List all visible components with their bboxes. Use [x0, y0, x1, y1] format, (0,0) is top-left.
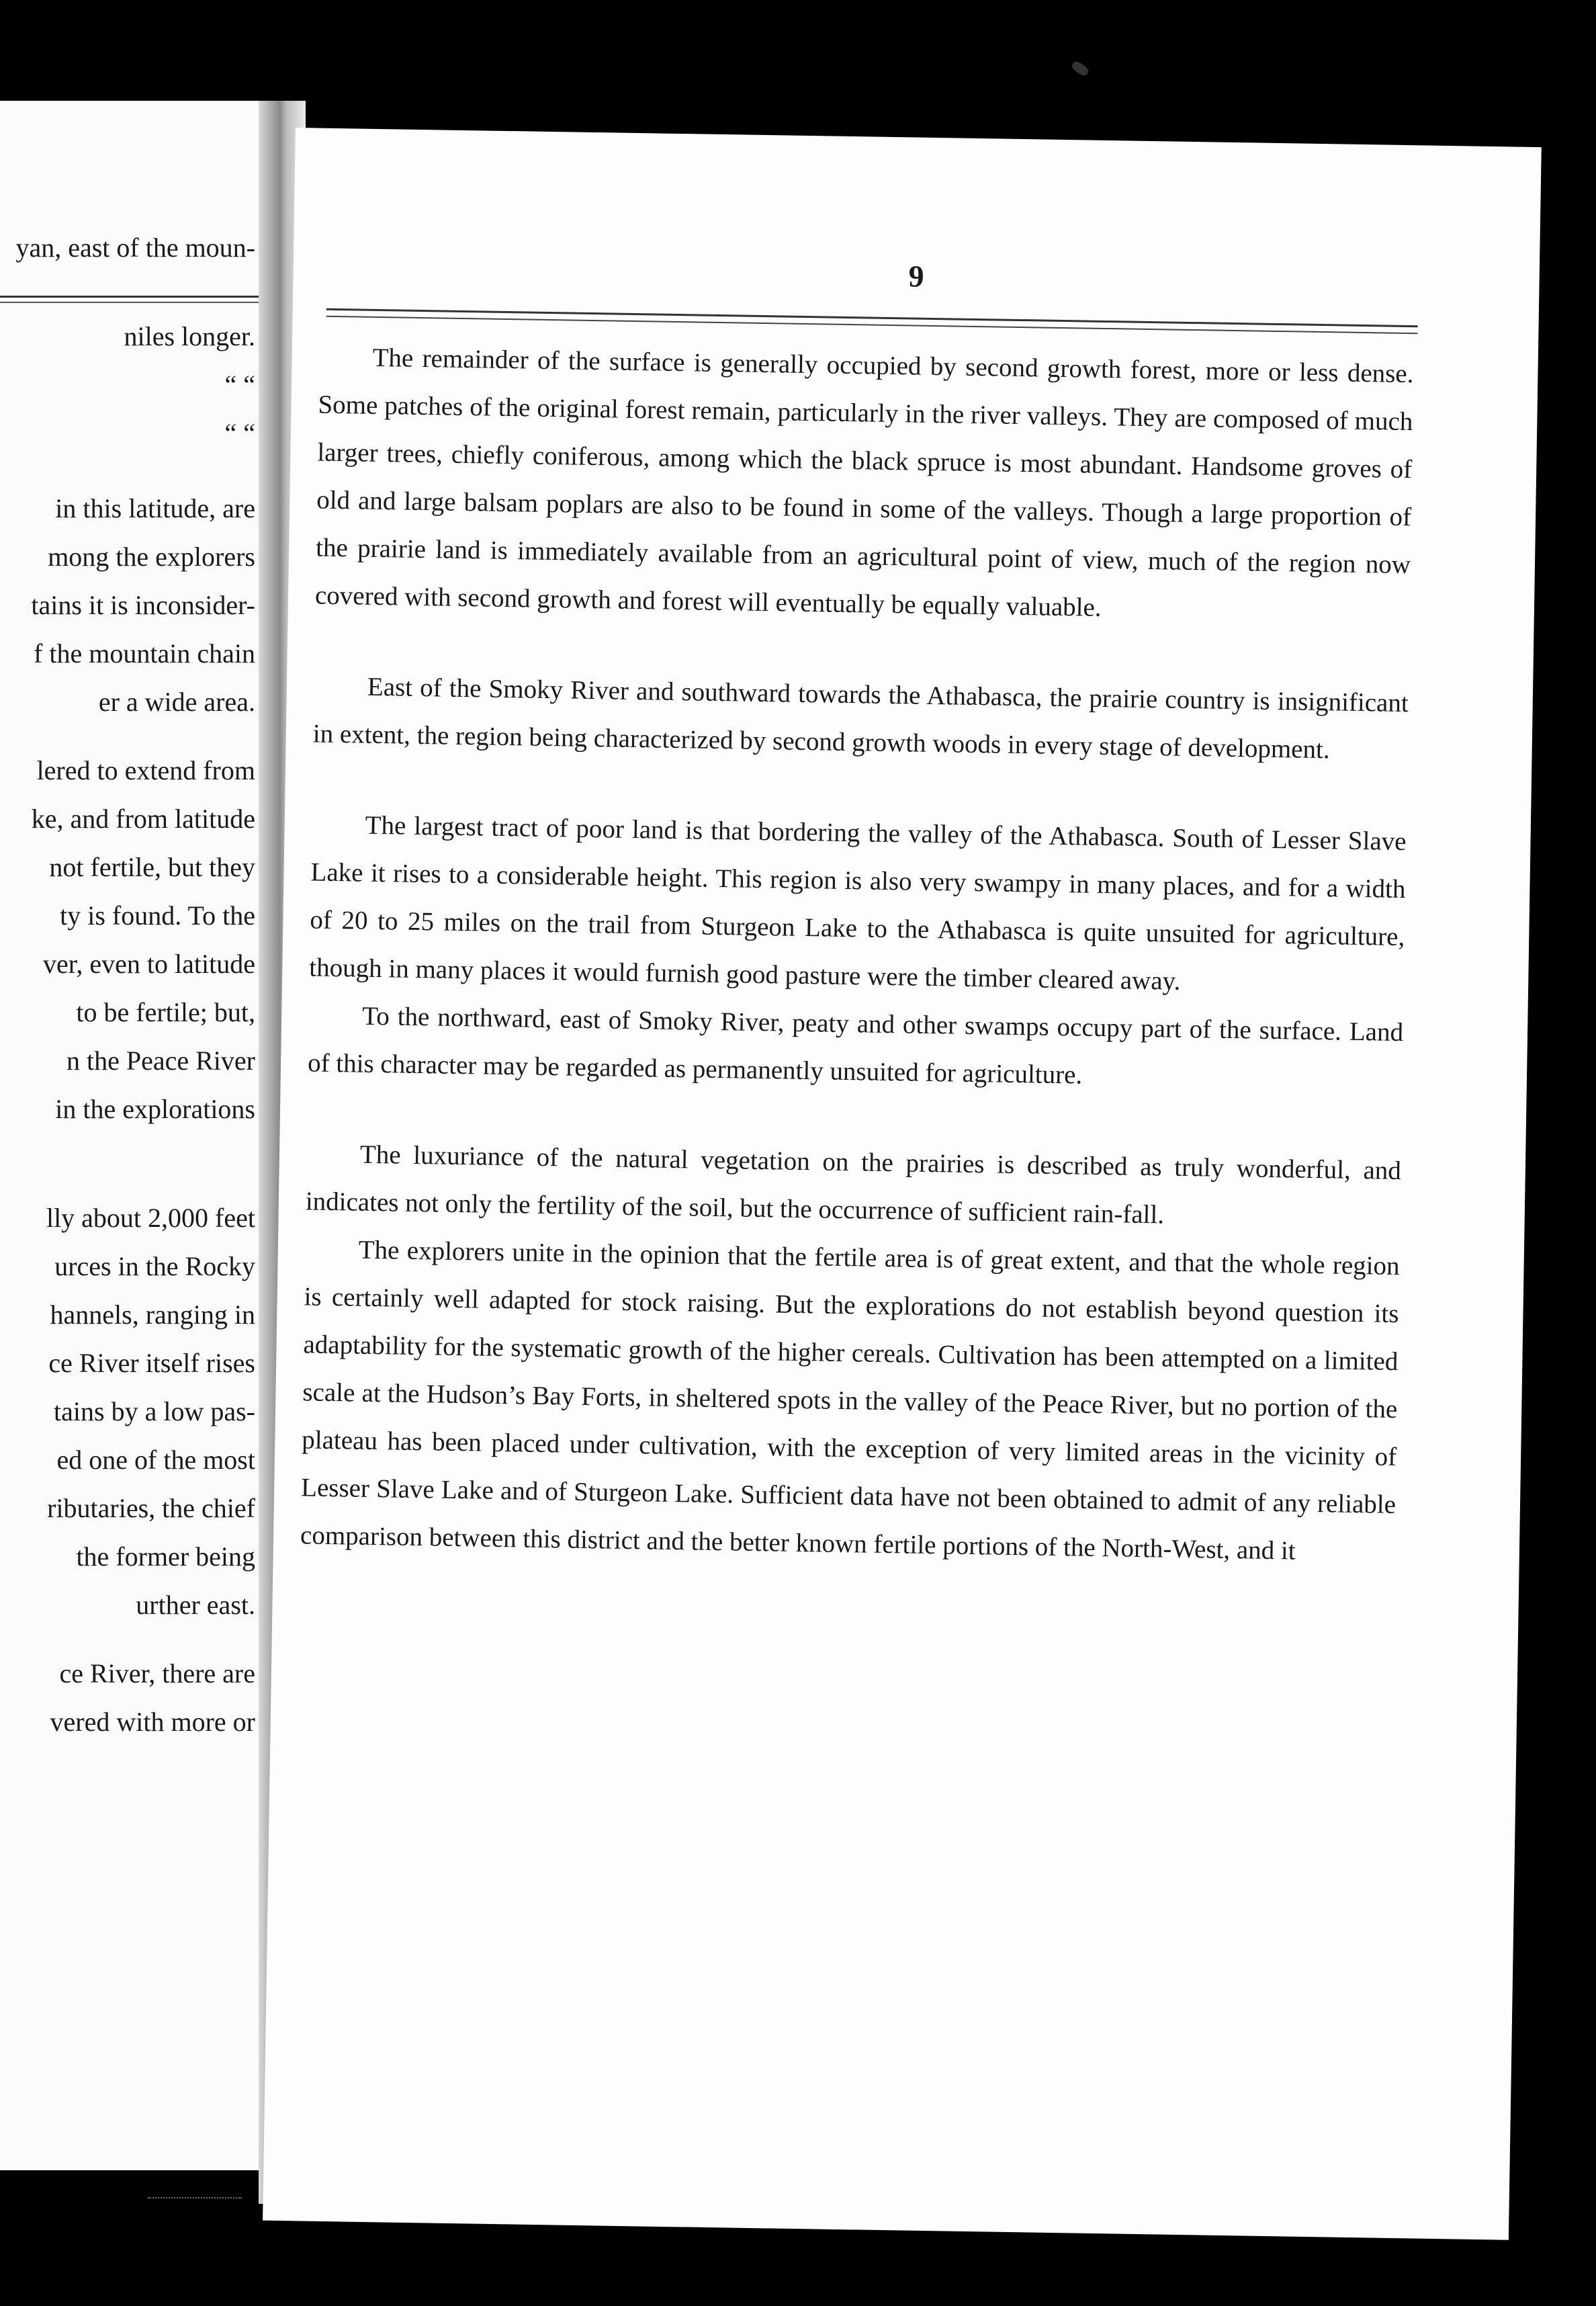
header-rule	[326, 308, 1418, 335]
scan-speck	[1070, 60, 1090, 77]
paragraph: The luxuriance of the natural vegetation on the prairies is described as truly wonderful, and indicates not only the fertility of the soil, but the occurrence of sufficient rain-fall.	[305, 1140, 1402, 1230]
left-page-line: ty is found. To the	[60, 900, 255, 931]
left-page-line: ce River itself rises	[48, 1348, 255, 1378]
paragraph: The remainder of the surface is generally occupied by second growth forest, more or less dense. Some patches of the original forest remain, particularly in the river valleys. They are composed of much larger trees, chiefly coniferous, among which the black spruce is most abundant. Handsome groves of old and large balsam poplars are also to be found in some of the valleys. Though a large proportion of the prairie land is immediately available from an agricultural point of view, much of the region now covered with second growth and forest will eventually be equally valuable.	[314, 343, 1414, 622]
left-page-line: in the explorations	[55, 1094, 255, 1124]
paragraph: East of the Smoky River and southward towards the Athabasca, the prairie country is insignificant in extent, the region being characterized by second growth woods in every stage of development.	[312, 672, 1409, 765]
left-page-line: ce River, there are	[59, 1658, 255, 1689]
left-page-line: er a wide area.	[98, 687, 255, 717]
left-page-line: to be fertile; but,	[76, 997, 255, 1027]
left-page-line: ver, even to latitude	[42, 949, 255, 979]
left-header-rule	[0, 296, 275, 303]
left-page-line: “ “	[224, 370, 255, 400]
left-page-line: in this latitude, are	[55, 493, 255, 523]
body-text	[300, 333, 1414, 1619]
left-page-line: niles longer.	[124, 321, 255, 351]
scan-mark	[148, 2197, 242, 2204]
left-page-line: tains it is inconsider-	[31, 590, 255, 620]
left-page-line: ke, and from latitude	[31, 804, 255, 834]
paragraph: The largest tract of poor land is that bordering the valley of the Athabasca. South of Lesser Slave Lake it rises to a considerable height. This region is also very swampy in many places, and for a width of 20 to 25 miles on the trail from Sturgeon Lake to the Athabasca is quite unsuited for agriculture, though in many places it would furnish good pasture were the timber cleared away.	[309, 810, 1407, 996]
left-page	[0, 101, 289, 2170]
left-page-line: mong the explorers	[48, 542, 255, 572]
right-page	[263, 128, 1542, 2240]
left-page-line: urther east.	[136, 1590, 255, 1620]
paragraph: To the northward, east of Smoky River, peaty and other swamps occupy part of the surface. Land of this character may be regarded as permanently unsuited for agriculture.	[307, 1001, 1404, 1090]
left-page-line: ributaries, the chief	[47, 1493, 255, 1523]
left-page-line: lered to extend from	[36, 755, 255, 785]
left-page-line: hannels, ranging in	[50, 1299, 255, 1330]
page-number: 9	[908, 259, 925, 294]
left-page-line: urces in the Rocky	[54, 1251, 255, 1281]
left-page-line: ed one of the most	[56, 1445, 255, 1475]
left-page-line: vered with more or	[50, 1707, 255, 1737]
left-page-line: n the Peace River	[66, 1045, 255, 1076]
left-page-line: “ “	[224, 418, 255, 448]
left-page-line: yan, east of the moun-	[15, 232, 255, 263]
paragraph: The explorers unite in the opinion that the fertile area is of great extent, and that the whole region is certainly well adapted for stock raising. But the explorations do not establish beyond question its adaptability for the systematic growth of the higher cereals. Cultivation has been attempted on a limited scale at the Hudson’s Bay Forts, in sheltered spots in the valley of the Peace River, but no portion of the plateau has been placed under cultivation, with the exception of very limited areas in the vicinity of Lesser Slave Lake and of Sturgeon Lake. Sufficient data have not been obtained to admit of any reliable comparison between this district and the better known fertile portions of the North-West, and it	[300, 1235, 1400, 1566]
left-page-line: tains by a low pas-	[54, 1396, 255, 1426]
left-page-line: not fertile, but they	[49, 852, 255, 882]
left-page-line: f the mountain chain	[34, 638, 255, 669]
left-page-line: lly about 2,000 feet	[46, 1203, 255, 1233]
left-page-line: the former being	[76, 1541, 255, 1572]
